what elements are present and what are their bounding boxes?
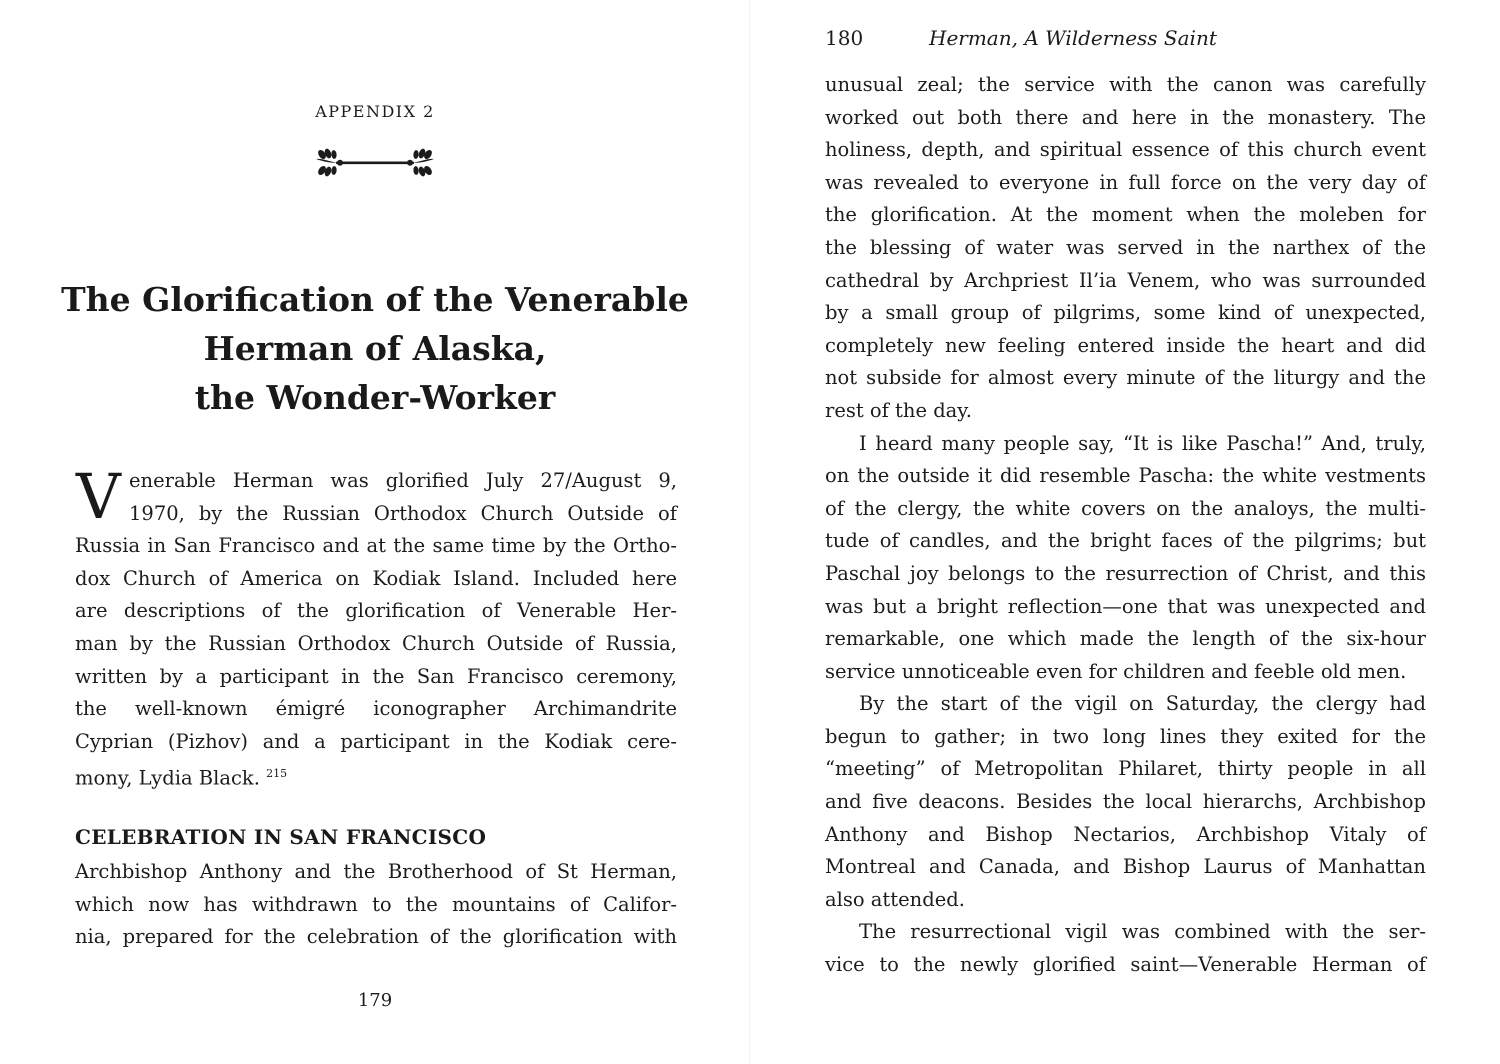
paragraph (825, 69, 1426, 428)
text-line: was revealed to everyone in full force on the very day of (825, 170, 1426, 194)
text-line-last (75, 758, 677, 791)
text-line: man by the Russian Orthodox Church Outside of Russia, (75, 631, 677, 655)
text-line: Montreal and Canada, and Bishop Laurus of Manhattan (825, 855, 1426, 879)
section-paragraph (75, 856, 677, 954)
text-line: Cyprian (Pizhov) and a participant in the Kodiak cere- (75, 729, 677, 753)
chapter-title-line: Herman of Alaska, (203, 329, 547, 368)
appendix-label: APPENDIX 2 (315, 102, 435, 121)
page-number: 179 (357, 990, 393, 1011)
text-line: By the start of the vigil on Saturday, the clergy had (859, 692, 1426, 716)
section-heading: CELEBRATION IN SAN FRANCISCO (75, 825, 487, 849)
paragraph (825, 916, 1426, 981)
right-page-text (825, 69, 1426, 982)
floral-ornament-icon (314, 148, 436, 178)
text-line: rest of the day. (825, 398, 972, 422)
text-line: unusual zeal; the service with the canon was carefully (825, 73, 1426, 96)
paragraph (825, 428, 1426, 689)
chapter-title-line: The Glorification of the Venerable (61, 280, 689, 319)
text-line: not subside for almost every minute of the liturgy and the (825, 366, 1426, 390)
text-line: vice to the newly glorified saint—Venerable Herman of (825, 953, 1426, 977)
running-title: Herman, A Wilderness Saint (929, 26, 1217, 50)
text-line: service unnoticeable even for children and feeble old men. (825, 659, 1407, 683)
text-line: holiness, depth, and spiritual essence of this church event (825, 138, 1426, 162)
text-line: by a small group of pilgrims, some kind of unexpected, (825, 301, 1426, 325)
text-line: cathedral by Archpriest Il’ia Venem, who was surrounded (825, 268, 1426, 292)
text-line: also attended. (825, 887, 965, 911)
text-line: and five deacons. Besides the local hierarchs, Archbishop (825, 790, 1426, 814)
text-line: Anthony and Bishop Nectarios, Archbishop Vitaly of (825, 822, 1426, 846)
text-line: worked out both there and here in the monastery. The (825, 105, 1426, 129)
text-line: Archbishop Anthony and the Brotherhood of St Herman, (75, 860, 677, 883)
text-line: “meeting” of Metropolitan Philaret, thirty people in all (825, 757, 1426, 781)
text-line: The resurrectional vigil was combined with the ser- (859, 920, 1426, 944)
text-line: was but a bright reflection—one that was unexpected and (825, 594, 1426, 618)
text-line: 1970, by the Russian Orthodox Church Outside of (129, 501, 677, 525)
text-line: dox Church of America on Kodiak Island. Included here (75, 566, 677, 590)
text-line: which now has withdrawn to the mountains of Califor- (75, 892, 677, 916)
text-line: nia, prepared for the celebration of the glorification with (75, 925, 677, 949)
text-line: the blessing of water was served in the narthex of the (825, 235, 1426, 259)
text-line: I heard many people say, “It is like Pascha!” And, truly, (859, 431, 1426, 455)
text-line: are descriptions of the glorification of Venerable Her- (75, 599, 677, 623)
text-line: the well-known émigré iconographer Archimandrite (75, 697, 677, 721)
text-line: the glorification. At the moment when the moleben for (825, 203, 1426, 227)
text-line-content: mony, Lydia Black. (75, 766, 260, 790)
text-line: completely new feeling entered inside the heart and did (825, 333, 1426, 357)
text-line: begun to gather; in two long lines they exited for the (825, 724, 1426, 748)
text-line: Paschal joy belongs to the resurrection of Christ, and this (825, 561, 1426, 585)
text-line: remarkable, one which made the length of the six-hour (825, 627, 1426, 651)
text-line: tude of candles, and the bright faces of the pilgrims; but (825, 529, 1426, 553)
footnote-reference[interactable]: 215 (266, 767, 288, 781)
text-line: on the outside it did resemble Pascha: the white vestments (825, 464, 1426, 488)
drop-cap: V (76, 460, 121, 533)
text-line: Russia in San Francisco and at the same time by the Ortho- (75, 534, 677, 558)
text-line: of the clergy, the white covers on the analoys, the multi- (825, 496, 1426, 520)
paragraph (825, 688, 1426, 916)
chapter-title (60, 275, 690, 422)
text-line: written by a participant in the San Francisco ceremony, (75, 664, 677, 688)
intro-paragraph (75, 460, 677, 791)
page-number: 180 (825, 26, 864, 50)
chapter-title-line: the Wonder-Worker (194, 378, 556, 417)
text-line: enerable Herman was glorified July 27/August 9, (129, 469, 677, 492)
